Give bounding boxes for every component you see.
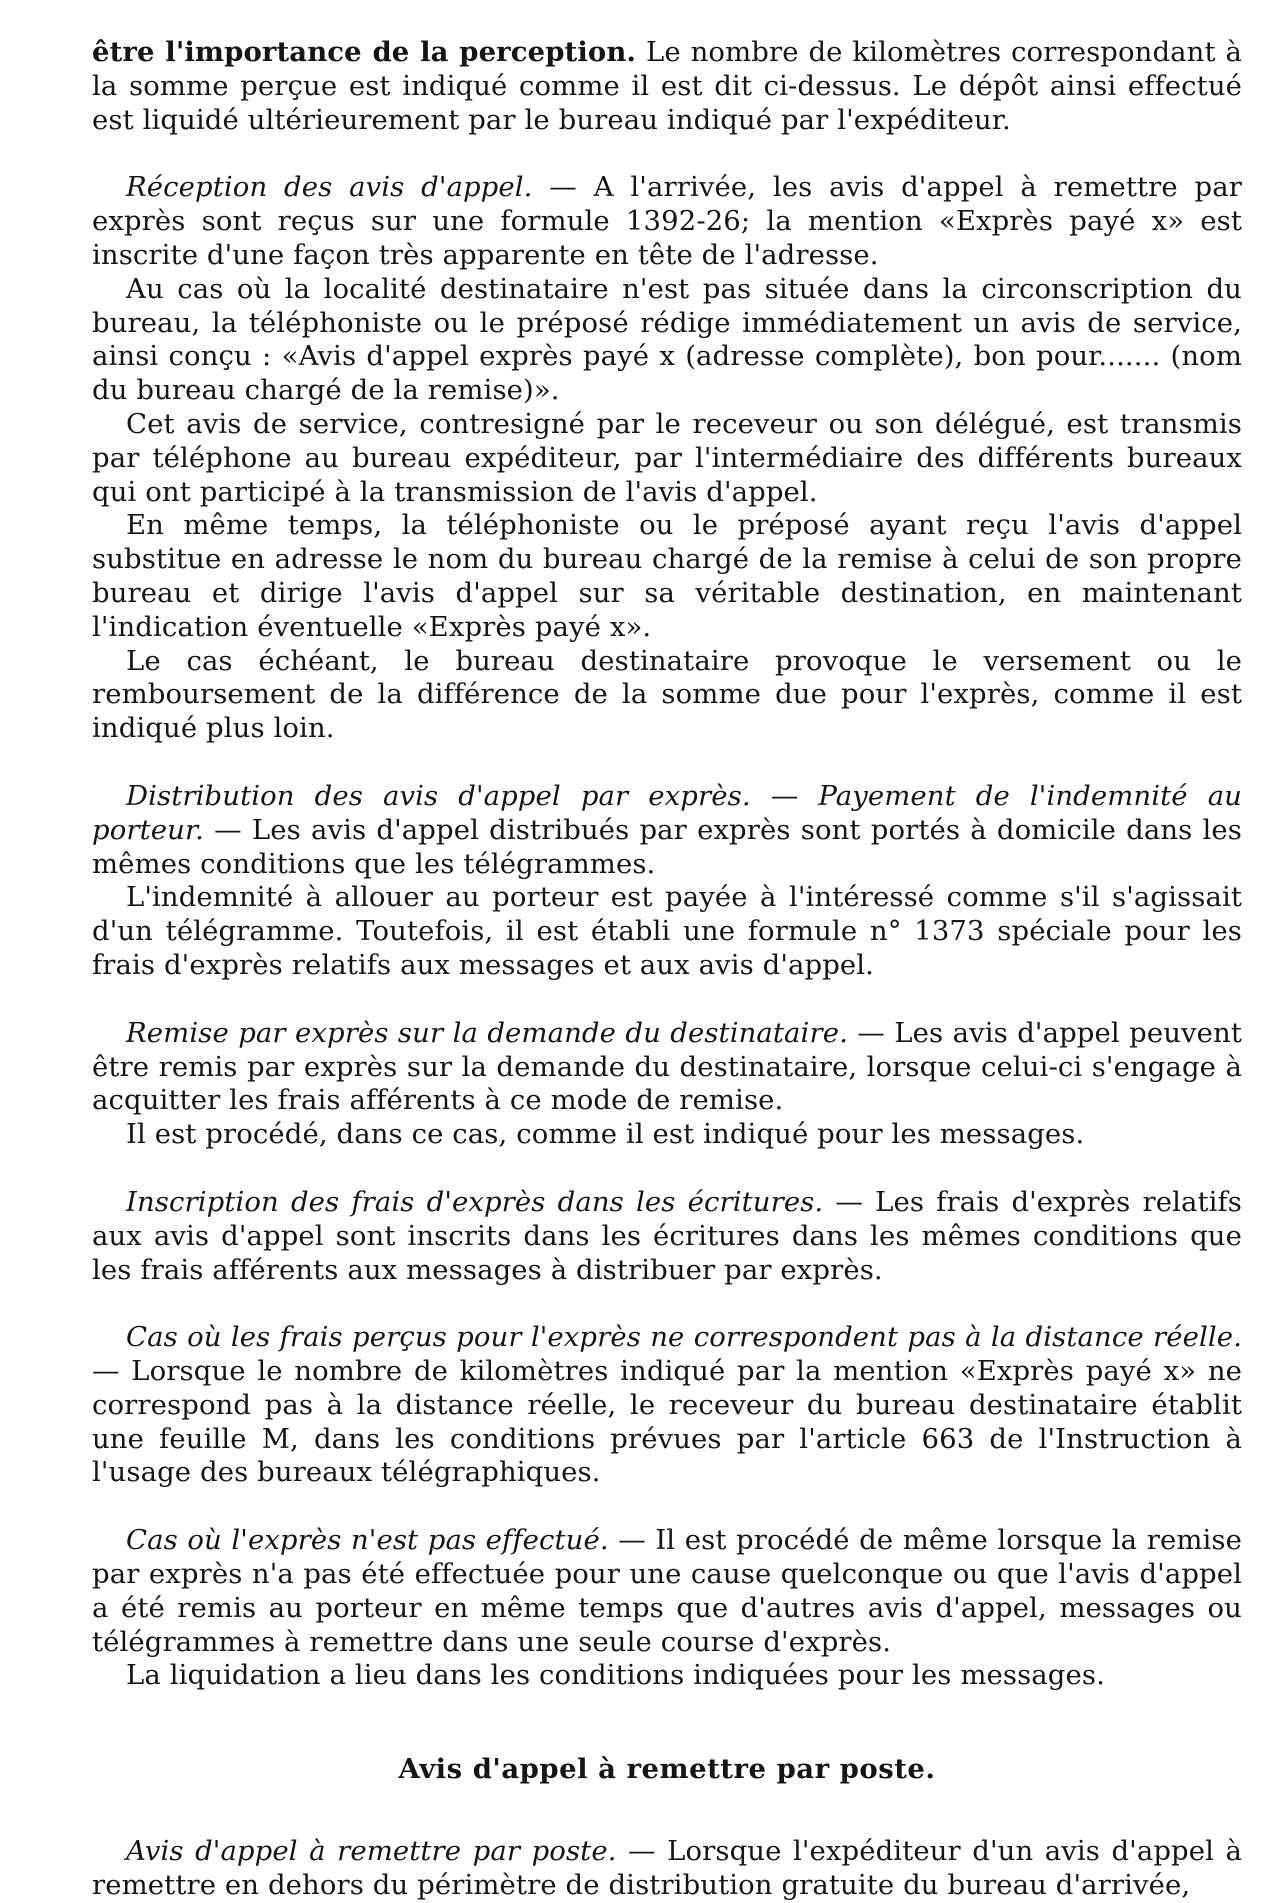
paragraph-distribution xyxy=(92,780,1242,881)
document-page xyxy=(92,36,1242,1903)
paragraph-title: Cas où l'exprès n'est pas effectué. xyxy=(126,1524,609,1557)
paragraph-remettre-poste xyxy=(92,1835,1242,1903)
paragraph-text: Cet avis de service, contresigné par le receveur ou son délégué, est transmis par téléphone au bureau expéditeur, par l'intermédiaire des différents bureaux qui ont participé à la transmission de l'avis d'appel. xyxy=(92,407,1242,508)
paragraph-title: Remise par exprès sur la demande du destinataire. xyxy=(126,1016,848,1049)
paragraph-text: — Il est procédé de même lorsque la remise par exprès n'a pas été effectuée pour une cause quelconque ou que l'avis d'appel a été remis au porteur en même temps que d'autres avis d'appel, messages ou télégrammes à remettre dans une seule course d'exprès. xyxy=(92,1524,1242,1658)
paragraph-text: — Les frais d'exprès relatifs aux avis d'appel sont inscrits dans les écritures dans les mêmes conditions que les frais afférents aux messages à distribuer par exprès. xyxy=(92,1185,1242,1286)
paragraph-text: En même temps, la téléphoniste ou le préposé ayant reçu l'avis d'appel substitue en adresse le nom du bureau chargé de la remise à celui de son propre bureau et dirige l'avis d'appel sur sa véritable destination, en maintenant l'indication éventuelle «Exprès payé x». xyxy=(92,509,1242,643)
paragraph-procede xyxy=(92,1118,1242,1152)
paragraph-title: Cas où les frais perçus pour l'exprès ne correspondent pas à la distance réelle. xyxy=(126,1321,1242,1354)
paragraph-expres-non-effectue xyxy=(92,1524,1242,1659)
paragraph-title: Distribution des avis d'appel par exprès. — Payement de l'indemnité au porteur. xyxy=(92,779,1242,846)
paragraph-title: Inscription des frais d'exprès dans les écritures. xyxy=(126,1185,824,1218)
paragraph-text: Il est procédé, dans ce cas, comme il est indiqué pour les messages. xyxy=(126,1118,1085,1151)
paragraph-title: Avis d'appel à remettre par poste. xyxy=(126,1835,617,1868)
paragraph-text: — Les avis d'appel peuvent être remis par exprès sur la demande du destinataire, lorsque celui-ci s'engage à acquitter les frais afférents à ce mode de remise. xyxy=(92,1016,1242,1117)
paragraph-remise-demande xyxy=(92,1017,1242,1118)
paragraph-lead: être l'importance de la perception. xyxy=(92,36,637,68)
paragraph-text: L'indemnité à allouer au porteur est payée à l'intéressé comme s'il s'agissait d'un télégramme. Toutefois, il est établi une formule n° 1373 spéciale pour les frais d'exprès relatifs aux messages et aux avis d'appel. xyxy=(92,881,1242,981)
section-heading: Avis d'appel à remettre par poste. xyxy=(398,1753,936,1786)
paragraph-text: — A l'arrivée, les avis d'appel à remettre par exprès sont reçus sur une formule 1392-26; la mention «Exprès payé x» est inscrite d'une façon très apparente en tête de l'adresse. xyxy=(92,171,1242,271)
paragraph-text: — Lorsque le nombre de kilomètres indiqué par la mention «Exprès payé x» ne correspond pas à la distance réelle, le receveur du bureau destinataire établit une feuille M, dans les conditions prévues par l'article 663 de l'Instruction à l'usage des bureaux télégraphiques. xyxy=(92,1355,1242,1489)
paragraph-inscription xyxy=(92,1186,1242,1287)
paragraph-liquidation xyxy=(92,1659,1242,1693)
paragraph-cas-echeant xyxy=(92,645,1242,746)
paragraph-title: Réception des avis d'appel. xyxy=(126,171,533,204)
paragraph-reception xyxy=(92,171,1242,272)
paragraph-text: Au cas où la localité destinataire n'est pas située dans la circonscription du bureau, la téléphoniste ou le préposé rédige immédiatement un avis de service, ainsi conçu : «Avis d'appel exprès payé x (adresse complète), bon pour....... (nom du bureau chargé de la remise)». xyxy=(92,272,1242,407)
paragraph-avis-service xyxy=(92,408,1242,509)
paragraph-text: La liquidation a lieu dans les conditions indiquées pour les messages. xyxy=(126,1659,1105,1692)
paragraph-continuation xyxy=(92,36,1242,137)
paragraph-meme-temps xyxy=(92,509,1242,644)
paragraph-localite xyxy=(92,273,1242,408)
paragraph-text: — Les avis d'appel distribués par exprès sont portés à domicile dans les mêmes conditions que les télégrammes. xyxy=(92,813,1242,880)
paragraph-text: Le cas échéant, le bureau destinataire provoque le versement ou le remboursement de la différence de la somme due pour l'exprès, comme il est indiqué plus loin. xyxy=(92,644,1242,745)
paragraph-frais-percus xyxy=(92,1321,1242,1490)
paragraph-text: Le nombre de kilomètres correspondant à la somme perçue est indiqué comme il est dit ci-dessus. Le dépôt ainsi effectué est liquidé ultérieurement par le bureau indiqué par l'expéditeur. xyxy=(92,36,1242,136)
paragraph-text: — Lorsque l'expéditeur d'un avis d'appel à remettre en dehors du périmètre de distribution gratuite du bureau d'arrivée, xyxy=(92,1835,1242,1901)
paragraph-indemnite xyxy=(92,881,1242,982)
